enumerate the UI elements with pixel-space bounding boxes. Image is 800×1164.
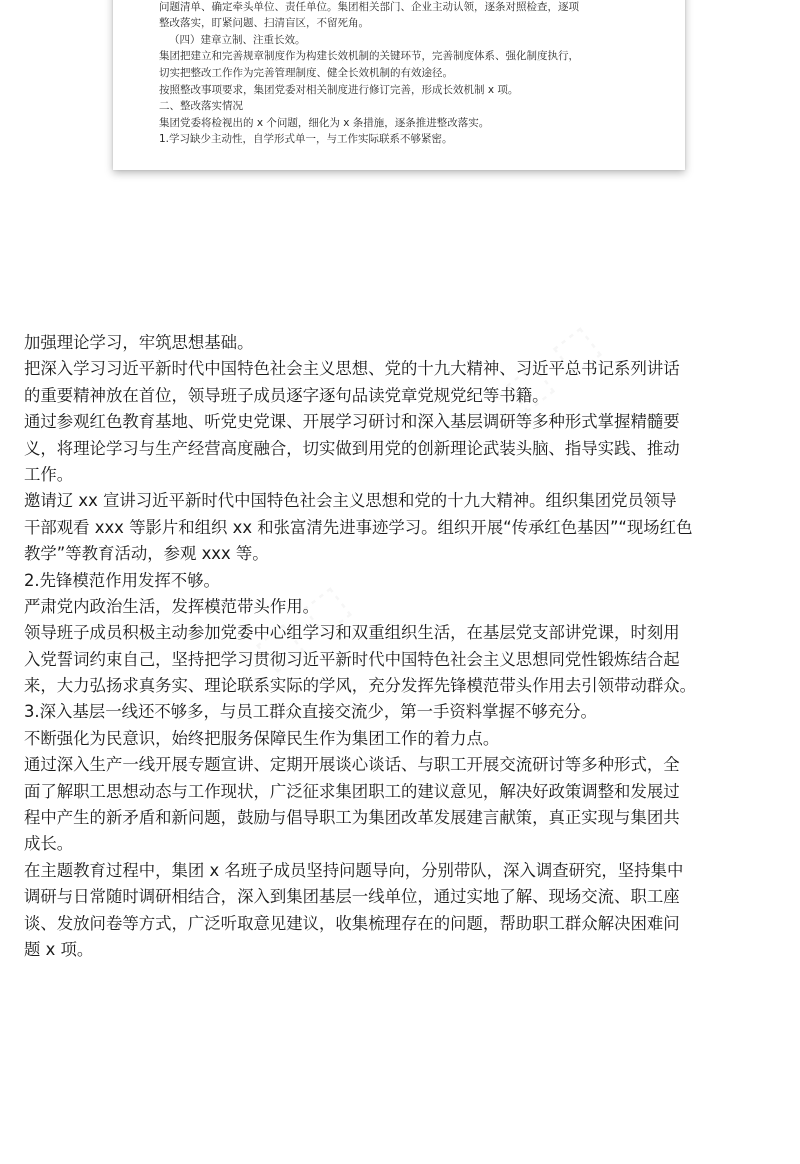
body-text-line: 教学”等教育活动，参观 xxx 等。	[24, 544, 269, 564]
document-preview-content	[159, 0, 659, 148]
body-text-line: 领导班子成员积极主动参加党委中心组学习和双重组织生活，在基层党支部讲党课，时刻用	[24, 623, 680, 643]
preview-text-line: 1.学习缺少主动性，自学形式单一，与工作实际联系不够紧密。	[159, 133, 453, 146]
body-text-line: 干部观看 xxx 等影片和组织 xx 和张富清先进事迹学习。组织开展“传承红色基因”“现场红色	[24, 517, 693, 537]
preview-text-line: 二、整改落实情况	[159, 100, 243, 113]
body-text-line: 成长。	[24, 834, 74, 854]
body-text-line: 程中产生的新矛盾和新问题，鼓励与倡导职工为集团改革发展建言献策，真正实现与集团共	[24, 808, 680, 828]
body-text-line: 2.先锋模范作用发挥不够。	[24, 570, 220, 590]
body-text-line: 调研与日常随时调研相结合，深入到集团基层一线单位，通过实地了解、现场交流、职工座	[24, 887, 680, 907]
preview-text-line: 切实把整改工作作为完善管理制度、健全长效机制的有效途径。	[159, 66, 453, 79]
body-text-line: 的重要精神放在首位，领导班子成员逐字逐句品读党章党规党纪等书籍。	[24, 385, 549, 405]
preview-text-line: （四）建章立制、注重长效。	[169, 33, 306, 46]
body-text-line: 谈、发放问卷等方式，广泛听取意见建议，收集梳理存在的问题，帮助职工群众解决困难问	[24, 913, 680, 933]
document-body	[24, 330, 780, 963]
body-text-line: 把深入学习习近平新时代中国特色社会主义思想、党的十九大精神、习近平总书记系列讲话	[24, 359, 680, 379]
body-text-line: 题 x 项。	[24, 939, 94, 959]
document-preview-card	[113, 0, 685, 170]
body-text-line: 严肃党内政治生活，发挥模范带头作用。	[24, 596, 320, 616]
body-text-line: 来，大力弘扬求真务实、理论联系实际的学风，充分发挥先锋模范带头作用去引领带动群众。	[24, 676, 697, 696]
preview-text-line: 集团把建立和完善规章制度作为构建长效机制的关键环节，完善制度体系、强化制度执行，	[159, 50, 579, 63]
preview-text-line: 按照整改事项要求，集团党委对相关制度进行修订完善，形成长效机制 x 项。	[159, 83, 519, 96]
body-text-line: 3.深入基层一线还不够多，与员工群众直接交流少，第一手资料掌握不够充分。	[24, 702, 597, 722]
body-text-line: 通过参观红色教育基地、听党史党课、开展学习研讨和深入基层调研等多种形式掌握精髓要	[24, 412, 680, 432]
preview-text-line: 问题清单、确定牵头单位、责任单位。集团相关部门、企业主动认领，逐条对照检查，逐项	[159, 0, 579, 13]
body-text-line: 不断强化为民意识，始终把服务保障民生作为集团工作的着力点。	[24, 728, 500, 748]
body-text-line: 通过深入生产一线开展专题宣讲、定期开展谈心谈话、与职工开展交流研讨等多种形式，全	[24, 755, 680, 775]
body-text-line: 面了解职工思想动态与工作现状，广泛征求集团职工的建议意见，解决好政策调整和发展过	[24, 781, 680, 801]
body-text-line: 工作。	[24, 464, 74, 484]
preview-text-line: 整改落实，盯紧问题、扫清盲区，不留死角。	[159, 17, 369, 30]
body-text-line: 在主题教育过程中，集团 x 名班子成员坚持问题导向，分别带队，深入调查研究，坚持集中	[24, 860, 684, 880]
body-text-line: 邀请辽 xx 宣讲习近平新时代中国特色社会主义思想和党的十九大精神。组织集团党员领导	[24, 491, 677, 511]
body-text-line: 加强理论学习，牢筑思想基础。	[24, 333, 254, 352]
preview-text-line: 集团党委将检视出的 x 个问题，细化为 x 条措施，逐条推进整改落实。	[159, 116, 490, 129]
body-text-line: 义，将理论学习与生产经营高度融合，切实做到用党的创新理论武装头脑、指导实践、推动	[24, 438, 680, 458]
body-text-line: 入党誓词约束自己，坚持把学习贯彻习近平新时代中国特色社会主义思想同党性锻炼结合起	[24, 649, 680, 669]
